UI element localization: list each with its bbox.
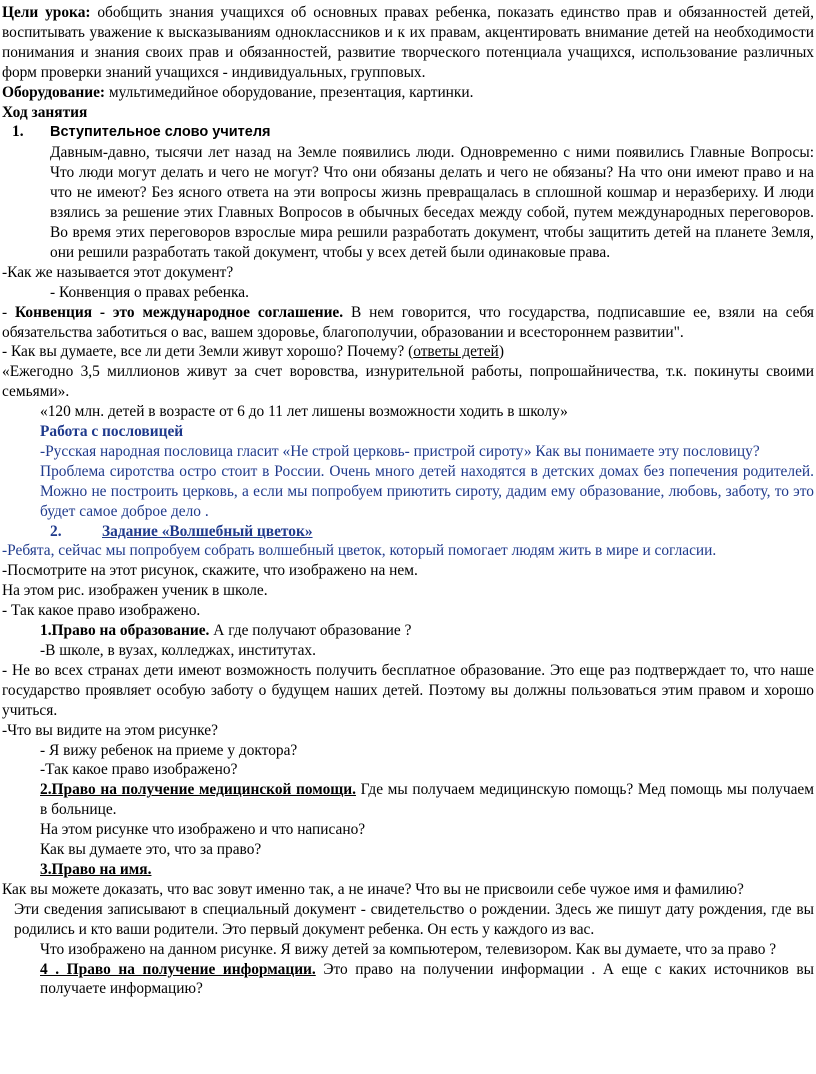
right-4-title: 4 . Право на получение информации. xyxy=(40,960,316,978)
lesson-goals xyxy=(2,3,814,83)
picture-4-question: Что изображено на данном рисунке. Я вижу детей за компьютером, телевизором. Как вы думаете, что за право ? xyxy=(40,940,777,958)
right-1-title: 1.Право на образование. xyxy=(40,622,210,640)
convention-definition xyxy=(2,303,814,343)
right-1-question: А где получают образование ? xyxy=(209,622,412,640)
section2-number: 2. xyxy=(50,522,62,540)
picture-3-question: На этом рисунке что изображено и что написано? xyxy=(40,821,366,839)
section1-heading xyxy=(2,122,814,143)
equipment-text: мультимедийное оборудование, презентация, картинки. xyxy=(105,83,474,101)
right-4 xyxy=(2,960,814,1000)
course-heading: Ход занятия xyxy=(2,103,88,121)
right-1-answer: -В школе, в вузах, колледжах, институтах. xyxy=(40,642,316,659)
answers-link: ответы детей xyxy=(413,343,499,361)
proverb-answer: Проблема сиротства остро стоит в России. Очень много детей находятся в детских домах без попечения родителей. Можно не построить церковь, а если мы попробуем приютить сироту, дадим ему образование, любовь, заботу, то это будет самое доброе дело . xyxy=(40,462,814,520)
answer-document: - Конвенция о правах ребенка. xyxy=(50,283,249,301)
section2-title: Задание «Волшебный цветок» xyxy=(102,522,313,540)
question-live xyxy=(2,342,814,362)
right-4-text: Это право на получении информации . А еще с каких источников вы получаете информацию? xyxy=(40,960,814,998)
which-right-2: -Так какое право изображено? xyxy=(40,761,238,779)
convention-text: В нем говорится, что государства, подписавшие ее, взяли на себя обязательства заботиться о вас, вашем здоровье, благополучии, образовании и всестороннем развитии". xyxy=(2,303,815,341)
right-1 xyxy=(2,621,814,641)
think-right-3: Как вы думаете это, что за право? xyxy=(40,841,262,859)
quote-statistics-2: «120 млн. детей в возрасте от 6 до 11 лет лишены возможности ходить в школу» xyxy=(40,403,568,421)
right-2 xyxy=(2,780,814,820)
name-question: Как вы можете доказать, что вас зовут именно так, а не иначе? Что вы не присвоили себе чужое имя и фамилию? xyxy=(2,880,744,898)
which-right-1: - Так какое право изображено. xyxy=(2,602,201,620)
question-document: -Как же называется этот документ? xyxy=(2,263,234,281)
picture-1-description: На этом рис. изображен ученик в школе. xyxy=(2,582,268,600)
doctor-answer: - Я вижу ребенок на приеме у доктора? xyxy=(40,741,298,759)
right-3 xyxy=(2,860,814,880)
goals-label: Цели урока: xyxy=(2,4,91,21)
proverb-question: -Русская народная пословица гласит «Не строй церковь- пристрой сироту» Как вы понимаете эту пословицу? xyxy=(40,442,760,460)
flower-intro: -Ребята, сейчас мы попробуем собрать волшебный цветок, который помогает людям жить в мире и согласии. xyxy=(2,542,717,560)
section1-number: 1. xyxy=(12,123,24,141)
proverb-heading: Работа с пословицей xyxy=(40,423,184,441)
convention-prefix: - xyxy=(2,303,15,321)
goals-text: обобщить знания учащихся об основных правах ребенка, показать единство прав и обязанностей детей, воспитывать уважение к высказываниям одноклассников и к их правам, акцентировать внимание детей на необходимости понимания и знания своих прав и обязанностей, развитие творческого потенциала учащихся, использование различных форм проверки знаний учащихся - индивидуальных, групповых. xyxy=(2,4,815,81)
quote-statistics-1: «Ежегодно 3,5 миллионов живут за счет воровства, изнурительной работы, попрошайничества, т.к. покинуты своими семьями». xyxy=(2,363,814,401)
question-live-text: - Как вы думаете, все ли дети Земли живут хорошо? Почему? ( xyxy=(2,343,414,361)
right-2-title: 2.Право на получение медицинской помощи. xyxy=(40,781,356,799)
right-2-text: Где мы получаем медицинскую помощь? Мед помощь мы получаем в больнице. xyxy=(40,781,814,819)
name-answer: Эти сведения записывают в специальный документ - свидетельство о рождении. Здесь же пишут дату рождения, где вы родились и кто ваши родители. Это первый документ ребенка. Он есть у каждого из вас. xyxy=(14,900,814,938)
right-3-title: 3.Право на имя. xyxy=(40,860,152,878)
section2-heading xyxy=(2,522,814,542)
section1-title: Вступительное слово учителя xyxy=(50,124,271,141)
convention-bold: Конвенция - это международное соглашение. xyxy=(15,303,344,321)
not-all-countries: - Не во всех странах дети имеют возможность получить бесплатное образование. Это еще раз подтверждает то, что наше государство проявляет особую заботу о будущем наших детей. Поэтому вы должны пользоваться этим правом и хорошо учиться. xyxy=(2,661,814,719)
look-picture-1: -Посмотрите на этот рисунок, скажите, что изображено на нем. xyxy=(2,562,418,580)
equipment-label: Оборудование: xyxy=(2,83,106,101)
section1-text: Давным-давно, тысячи лет назад на Земле появились люди. Одновременно с ними появились Главные Вопросы: Что люди могут делать и чего не могут? Что они обязаны делать и чего не обязаны? На что они имеют право и на что не имеют? Без ясного ответа на эти вопросы жизнь превращалась в сплошной кошмар и неразбериху. И люди взялись за решение этих Главных Вопросов в обычных беседах между собой, путем международных переговоров. Во время этих переговоров взрослые мира решили разработать документ, чтобы защитить детей на планете Земля, они решили разработать такой документ, чтобы у всех детей были одинаковые права. xyxy=(50,144,814,261)
see-picture-2: -Что вы видите на этом рисунке? xyxy=(2,721,218,739)
question-live-close: ) xyxy=(498,343,504,361)
lesson-equipment xyxy=(2,83,814,103)
